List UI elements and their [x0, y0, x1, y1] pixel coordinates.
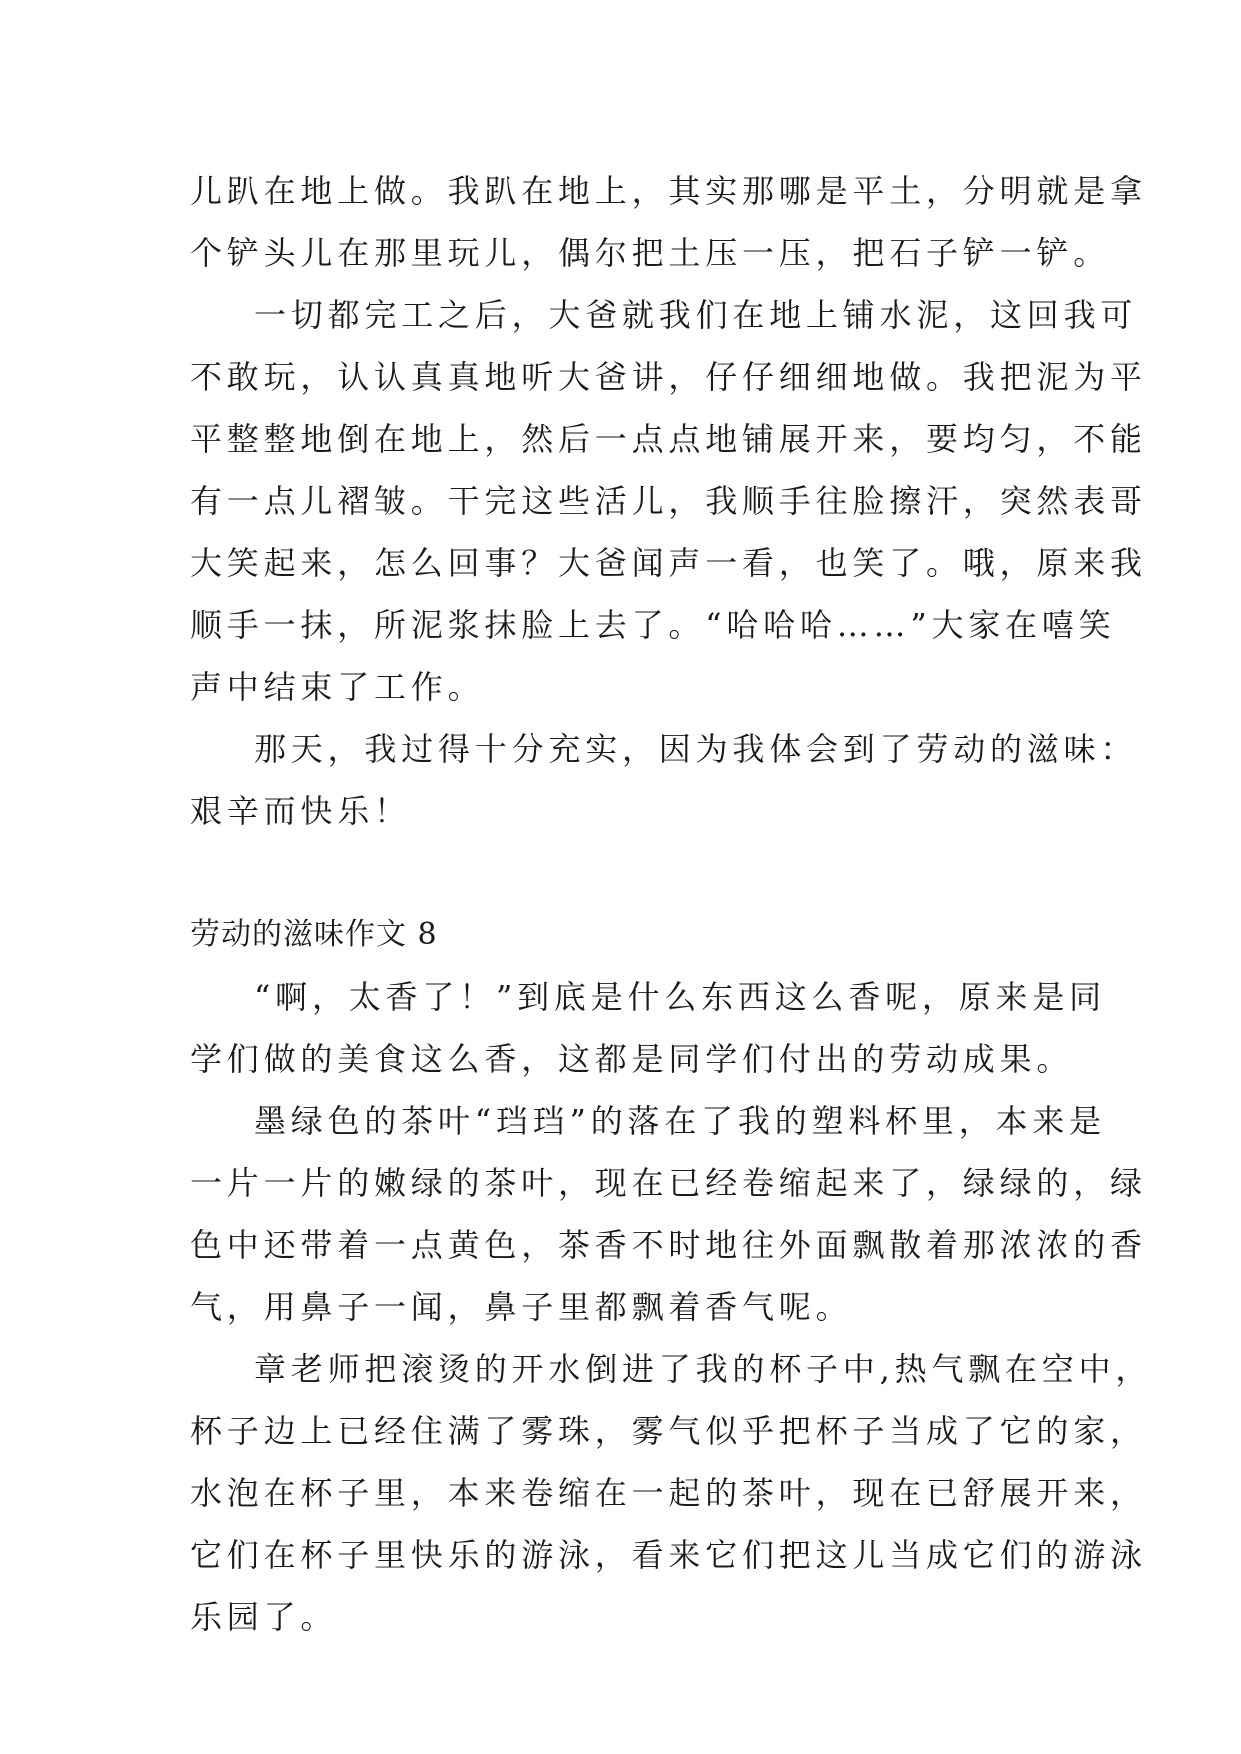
paragraph-continued	[190, 160, 1147, 284]
text-line: 艰辛而快乐！	[190, 792, 411, 830]
text-line: 有一点儿褶皱。干完这些活儿，我顺手往脸擦汗，突然表哥	[190, 482, 1147, 520]
text-line: 儿趴在地上做。我趴在地上，其实那哪是平土，分明就是拿	[190, 172, 1147, 210]
paragraph	[190, 1090, 1147, 1338]
text-line: 一片一片的嫩绿的茶叶，现在已经卷缩起来了，绿绿的，绿	[190, 1164, 1147, 1202]
text-line: 声中结束了工作。	[190, 668, 485, 706]
text-line: “啊，太香了！”到底是什么东西这么香呢，原来是同	[254, 978, 1106, 1016]
text-line: 学们做的美食这么香，这都是同学们付出的劳动成果。	[190, 1040, 1074, 1078]
document-body	[190, 160, 1153, 1648]
section-heading: 劳动的滋味作文 8	[190, 917, 438, 952]
text-line: 个铲头儿在那里玩儿，偶尔把土压一压，把石子铲一铲。	[190, 234, 1111, 272]
text-line: 那天，我过得十分充实，因为我体会到了劳动的滋味：	[254, 730, 1138, 768]
text-line: 乐园了。	[190, 1598, 338, 1636]
text-line: 一切都完工之后，大爸就我们在地上铺水泥，这回我可	[254, 296, 1138, 334]
paragraph	[190, 718, 1138, 842]
text-line: 气，用鼻子一闻，鼻子里都飘着香气呢。	[190, 1288, 853, 1326]
text-line: 杯子边上已经住满了雾珠，雾气似乎把杯子当成了它的家，	[190, 1412, 1147, 1450]
paragraph	[190, 284, 1147, 718]
text-line: 大笑起来，怎么回事？大爸闻声一看，也笑了。哦，原来我	[190, 544, 1147, 582]
text-line: 不敢玩，认认真真地听大爸讲，仔仔细细地做。我把泥为平	[190, 358, 1147, 396]
paragraph	[190, 1338, 1153, 1648]
text-line: 墨绿色的茶叶“珰珰”的落在了我的塑料杯里，本来是	[254, 1102, 1106, 1140]
text-line: 平整整地倒在地上，然后一点点地铺展开来，要均匀，不能	[190, 420, 1147, 458]
text-line: 色中还带着一点黄色，茶香不时地往外面飘散着那浓浓的香	[190, 1226, 1147, 1264]
paragraph	[190, 966, 1106, 1090]
text-line: 它们在杯子里快乐的游泳，看来它们把这儿当成它们的游泳	[190, 1536, 1147, 1574]
blank-line	[190, 842, 1054, 904]
text-line: 水泡在杯子里，本来卷缩在一起的茶叶，现在已舒展开来，	[190, 1474, 1147, 1512]
text-line: 章老师把滚烫的开水倒进了我的杯子中,热气飘在空中，	[254, 1350, 1153, 1388]
text-line: 顺手一抹，所泥浆抹脸上去了。“哈哈哈……”大家在嘻笑	[190, 606, 1116, 644]
